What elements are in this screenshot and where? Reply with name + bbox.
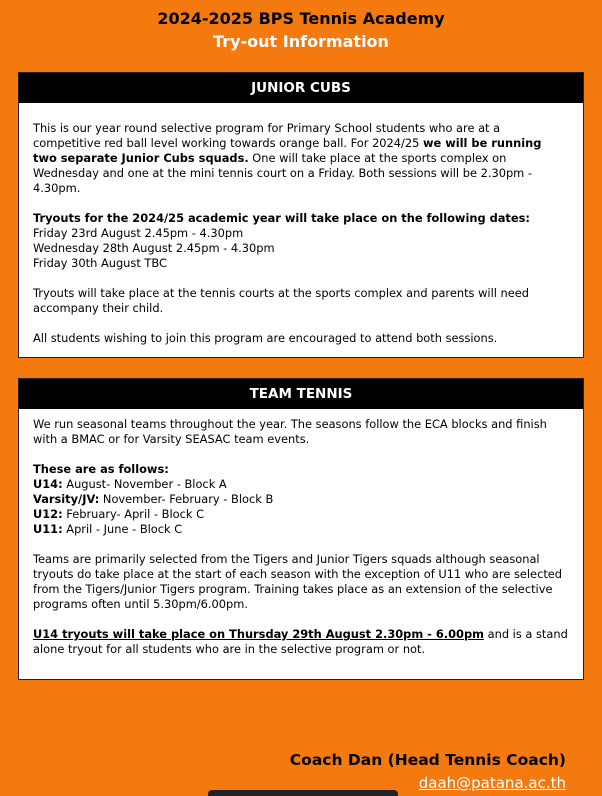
tryout-date: Friday 23rd August 2.45pm - 4.30pm <box>33 226 244 240</box>
team-tennis-intro: We run seasonal teams throughout the year. The seasons follow the ECA blocks and finish with a BMAC or for Varsity SEASAC team events. <box>33 417 547 446</box>
team-label: U11: <box>33 522 63 536</box>
junior-cubs-tryouts <box>33 211 569 271</box>
junior-cubs-card <box>18 72 584 358</box>
junior-cubs-heading: JUNIOR CUBS <box>19 73 583 103</box>
coach-name: Coach Dan (Head Tennis Coach) <box>289 751 566 769</box>
team-tennis-schedule <box>33 462 569 537</box>
team-tennis-selection-note: Teams are primarily selected from the Tigers and Junior Tigers squads although seasonal tryouts do take place at the start of each season with the exception of U11 who are selected from the Tigers/Junior Tigers program. Training takes place as an extension of the selective programs often until 5.30pm/6.00pm. <box>33 552 563 611</box>
team-tennis-follows-heading: These are as follows: <box>33 462 169 476</box>
bottom-bar <box>208 790 398 796</box>
junior-cubs-intro <box>33 121 569 196</box>
team-season-text: April - June - Block C <box>62 522 183 536</box>
team-season-text: February- April - Block C <box>62 507 205 521</box>
team-label: U12: <box>33 507 63 521</box>
junior-cubs-intro-text-2: One will take place at the sports complex on Wednesday and one at the mini tennis court on a Friday. Both sessions will be 2.30pm - 4.30pm. <box>33 151 532 195</box>
junior-cubs-tryouts-heading: Tryouts for the 2024/25 academic year will take place on the following dates: <box>33 211 530 225</box>
coach-email-link[interactable]: daah@patana.ac.th <box>418 774 566 792</box>
team-tennis-heading: TEAM TENNIS <box>19 379 583 409</box>
team-season-item <box>33 507 569 522</box>
junior-cubs-body <box>19 103 583 346</box>
u14-tryout-rest: and is a stand alone tryout for all students who are in the selective program or not. <box>33 627 568 656</box>
team-season-text: August- November - Block A <box>62 477 227 491</box>
u14-tryout-date: U14 tryouts will take place on Thursday 29th August 2.30pm - 6.00pm <box>33 627 484 641</box>
team-label: Varsity/JV: <box>33 492 100 506</box>
junior-cubs-location-note: Tryouts will take place at the tennis courts at the sports complex and parents will need accompany their child. <box>33 286 529 315</box>
page-title: 2024-2025 BPS Tennis Academy <box>157 9 445 28</box>
junior-cubs-attend-note: All students wishing to join this program are encouraged to attend both sessions. <box>33 331 498 345</box>
team-season-text: November- February - Block B <box>99 492 274 506</box>
team-tennis-body <box>19 409 583 657</box>
team-season-item <box>33 492 569 507</box>
team-season-item <box>33 522 569 537</box>
tryout-date: Wednesday 28th August 2.45pm - 4.30pm <box>33 241 275 255</box>
u14-tryout-note <box>33 627 569 657</box>
team-label: U14: <box>33 477 63 491</box>
junior-cubs-intro-text-1: This is our year round selective program for Primary School students who are at a competitive red ball level working towards orange ball. For 2024/25 <box>33 121 501 150</box>
team-tennis-card <box>18 378 584 680</box>
page-subtitle: Try-out Information <box>213 32 389 51</box>
tryout-date: Friday 30th August TBC <box>33 256 167 270</box>
junior-cubs-intro-bold: we will be running two separate Junior Cubs squads. <box>33 136 542 165</box>
team-season-item <box>33 477 569 492</box>
